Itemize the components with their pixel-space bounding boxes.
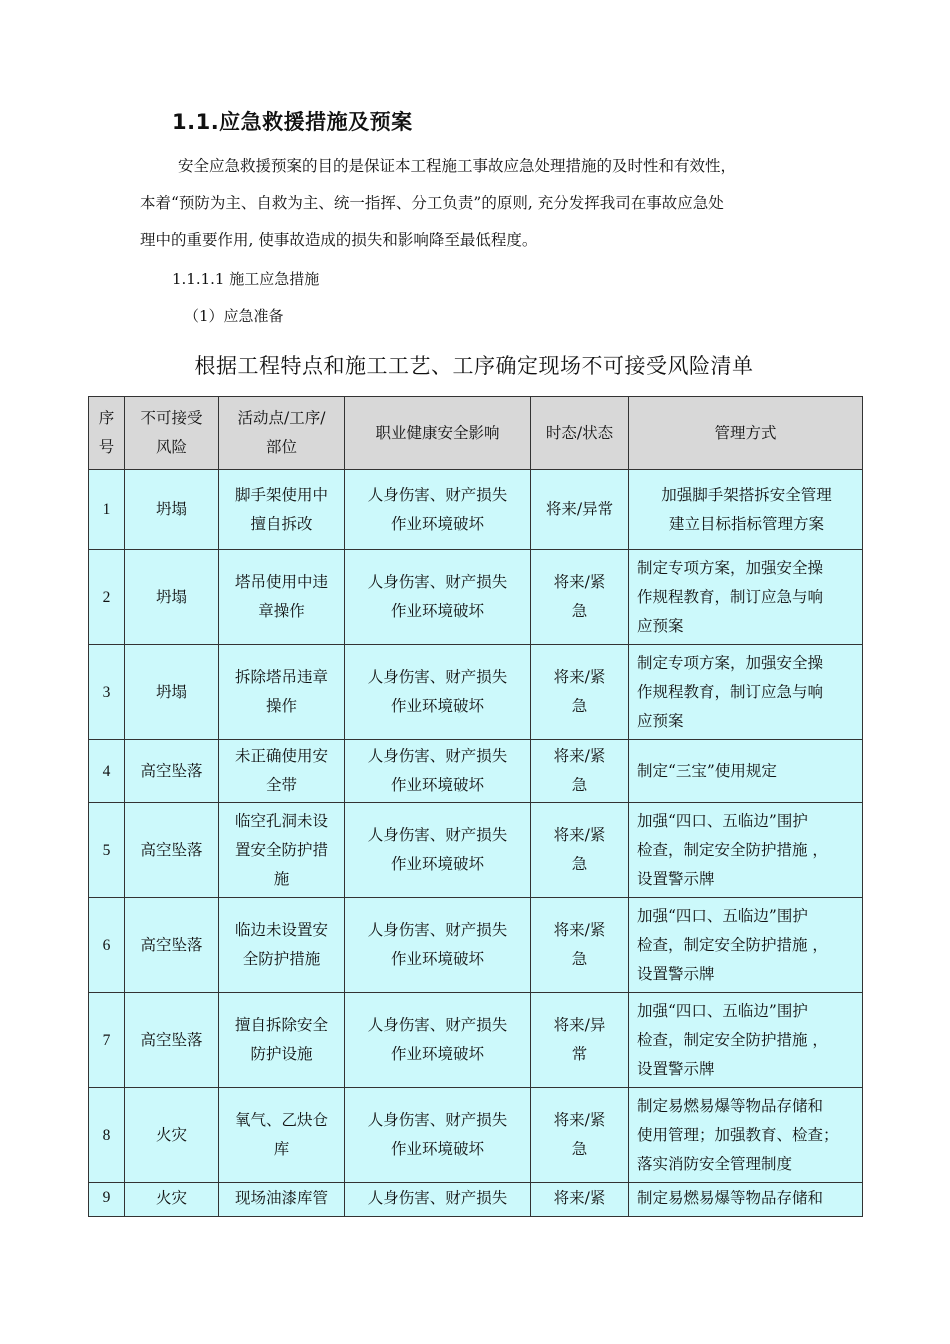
cell-state-line: 将来/紧 <box>553 747 606 765</box>
cell-impact <box>345 803 531 898</box>
cell-management <box>629 740 863 803</box>
cell-seq <box>89 470 125 550</box>
cell-impact <box>345 993 531 1088</box>
cell-activity-line: 临边未设置安 <box>234 921 328 939</box>
cell-state-line: 急 <box>571 697 588 715</box>
cell-activity-line: 未正确使用安 <box>234 747 328 765</box>
cell-risk-line: 高空坠落 <box>140 761 203 780</box>
cell-management <box>629 803 863 898</box>
cell-activity-line: 防护设施 <box>250 1045 313 1063</box>
header-seq: 序 号 <box>89 397 125 470</box>
item-heading: （1）应急准备 <box>184 307 284 325</box>
cell-impact-line: 人身伤害、财产损失 <box>367 826 508 844</box>
cell-impact-line: 作业环境破坏 <box>390 855 484 873</box>
cell-risk <box>125 470 219 550</box>
cell-management-line: 加强脚手架搭拆安全管理 <box>661 485 832 504</box>
cell-risk-line: 火灾 <box>155 1125 187 1144</box>
cell-management <box>629 645 863 740</box>
cell-seq <box>89 550 125 645</box>
cell-impact-line: 人身伤害、财产损失 <box>367 1016 508 1034</box>
table-row <box>89 645 863 740</box>
cell-activity-line: 临空孔洞未设 <box>234 811 328 830</box>
header-state: 时态/状态 <box>531 397 629 470</box>
cell-risk-line: 高空坠落 <box>140 935 203 954</box>
cell-state-line: 急 <box>571 602 588 620</box>
cell-state-line: 急 <box>571 855 588 873</box>
cell-management-line: 作规程教育，制订应急与响 <box>637 682 824 701</box>
cell-seq <box>89 993 125 1088</box>
table-row <box>89 1183 863 1217</box>
cell-management-line: 检查，制定安全防护措施 ， <box>637 1030 828 1049</box>
cell-activity <box>219 898 345 993</box>
cell-risk <box>125 898 219 993</box>
cell-state <box>531 645 629 740</box>
cell-activity <box>219 803 345 898</box>
cell-seq <box>89 1088 125 1183</box>
cell-management-line: 作规程教育，制订应急与响 <box>637 587 824 606</box>
cell-risk <box>125 550 219 645</box>
cell-management-line: 应预案 <box>637 711 684 730</box>
cell-management-line: 设置警示牌 <box>637 1059 715 1078</box>
cell-management <box>629 993 863 1088</box>
cell-management-line: 建立目标指标管理方案 <box>668 514 824 533</box>
cell-impact-line: 作业环境破坏 <box>390 1045 484 1063</box>
cell-management-line: 制定易燃易爆等物品存储和 <box>637 1096 824 1115</box>
cell-management-line: 加强“四口、五临边”围护 <box>637 906 808 925</box>
table-row <box>89 898 863 993</box>
cell-risk <box>125 993 219 1088</box>
cell-impact <box>345 1088 531 1183</box>
cell-management-line: 落实消防安全管理制度 <box>637 1154 793 1173</box>
table-row <box>89 1088 863 1183</box>
cell-management-line: 制定易燃易爆等物品存储和 <box>637 1189 824 1207</box>
cell-impact-line: 人身伤害、财产损失 <box>367 1111 508 1129</box>
cell-impact-line: 人身伤害、财产损失 <box>367 1189 508 1207</box>
cell-state <box>531 1183 629 1217</box>
cell-impact-line: 作业环境破坏 <box>390 776 484 794</box>
cell-impact <box>345 740 531 803</box>
cell-activity-line: 全防护措施 <box>242 950 321 968</box>
cell-impact <box>345 1183 531 1217</box>
cell-management-line: 设置警示牌 <box>637 869 715 888</box>
header-impact: 职业健康安全影响 <box>345 397 531 470</box>
cell-state-line: 将来/异 <box>553 1016 606 1034</box>
cell-seq-line: 9 <box>102 1189 111 1206</box>
cell-risk-line: 坍塌 <box>155 682 187 701</box>
table-header-row <box>89 397 863 470</box>
cell-risk-line: 火灾 <box>155 1189 187 1207</box>
table-row <box>89 550 863 645</box>
cell-activity <box>219 550 345 645</box>
cell-activity <box>219 1183 345 1217</box>
cell-impact-line: 作业环境破坏 <box>390 1140 484 1158</box>
risk-table <box>88 396 863 1217</box>
cell-activity-line: 拆除塔吊违章 <box>234 668 328 686</box>
cell-activity-line: 操作 <box>265 697 297 715</box>
cell-management-line: 使用管理；加强教育、检查； <box>637 1125 839 1144</box>
cell-state-line: 急 <box>571 776 588 794</box>
cell-activity-line: 章操作 <box>258 602 305 620</box>
cell-management <box>629 898 863 993</box>
cell-seq-line: 1 <box>102 501 111 518</box>
cell-seq-line: 2 <box>102 588 111 606</box>
cell-seq <box>89 1183 125 1217</box>
cell-state-line: 将来/紧 <box>553 1111 606 1129</box>
cell-activity-line: 库 <box>273 1140 290 1158</box>
cell-impact-line: 作业环境破坏 <box>390 950 484 968</box>
table-row <box>89 470 863 550</box>
cell-activity-line: 氧气、乙炔仓 <box>234 1111 328 1129</box>
cell-impact <box>345 898 531 993</box>
cell-activity <box>219 740 345 803</box>
cell-risk <box>125 1183 219 1217</box>
cell-management-line: 检查，制定安全防护措施 ， <box>637 935 828 954</box>
cell-state <box>531 993 629 1088</box>
cell-state <box>531 803 629 898</box>
section-title: 1.1.应急救援措施及预案 <box>172 110 413 134</box>
cell-state <box>531 740 629 803</box>
header-risk: 不可接受 风险 <box>125 397 219 470</box>
paragraph-line: 安全应急救援预案的目的是保证本工程施工事故应急处理措施的及时性和有效性， <box>178 157 737 175</box>
table-row <box>89 803 863 898</box>
cell-risk-line: 高空坠落 <box>140 1030 203 1049</box>
cell-seq <box>89 740 125 803</box>
cell-management <box>629 470 863 550</box>
cell-impact-line: 人身伤害、财产损失 <box>367 747 508 765</box>
paragraph-line: 理中的重要作用, 使事故造成的损失和影响降至最低程度。 <box>140 231 538 249</box>
cell-risk-line: 高空坠落 <box>140 840 203 859</box>
cell-impact-line: 作业环境破坏 <box>390 697 484 715</box>
cell-seq <box>89 898 125 993</box>
cell-impact-line: 作业环境破坏 <box>390 602 484 620</box>
cell-seq-line: 7 <box>102 1031 111 1049</box>
cell-state-line: 常 <box>571 1045 588 1063</box>
cell-seq-line: 4 <box>102 762 111 780</box>
cell-seq-line: 3 <box>102 683 111 701</box>
cell-state <box>531 1088 629 1183</box>
cell-impact <box>345 550 531 645</box>
cell-seq <box>89 803 125 898</box>
cell-state <box>531 898 629 993</box>
cell-activity-line: 置安全防护措 <box>234 840 328 859</box>
cell-management-line: 制定“三宝”使用规定 <box>637 761 777 780</box>
risk-table-body <box>89 470 863 1217</box>
cell-impact-line: 人身伤害、财产损失 <box>367 668 508 686</box>
table-row <box>89 993 863 1088</box>
header-activity: 活动点/工序/ 部位 <box>219 397 345 470</box>
cell-activity-line: 擅自拆除安全 <box>234 1016 328 1034</box>
cell-management-line: 应预案 <box>637 616 684 635</box>
cell-state-line: 急 <box>571 950 588 968</box>
cell-state-line: 将来/异常 <box>545 500 614 518</box>
cell-activity-line: 全带 <box>265 776 297 794</box>
cell-state-line: 将来/紧 <box>553 1189 606 1207</box>
cell-management-line: 设置警示牌 <box>637 964 715 983</box>
cell-risk <box>125 645 219 740</box>
cell-activity-line: 现场油漆库管 <box>234 1189 328 1207</box>
cell-activity-line: 脚手架使用中 <box>234 485 328 504</box>
cell-impact <box>345 470 531 550</box>
cell-management <box>629 1183 863 1217</box>
paragraph-line: 本着“预防为主、自救为主、统一指挥、分工负责”的原则, 充分发挥我司在事故应急处 <box>140 194 724 212</box>
intro-paragraph <box>140 148 830 259</box>
cell-state-line: 将来/紧 <box>553 826 606 844</box>
cell-seq-line: 5 <box>102 841 111 859</box>
cell-management-line: 检查，制定安全防护措施 ， <box>637 840 828 859</box>
cell-risk <box>125 1088 219 1183</box>
cell-management <box>629 550 863 645</box>
cell-activity-line: 塔吊使用中违 <box>234 573 328 591</box>
cell-state-line: 将来/紧 <box>553 573 606 591</box>
cell-activity <box>219 993 345 1088</box>
cell-management-line: 加强“四口、五临边”围护 <box>637 811 808 830</box>
cell-seq-line: 6 <box>102 936 111 954</box>
subsection-heading: 1.1.1.1 施工应急措施 <box>172 270 320 288</box>
cell-management-line: 加强“四口、五临边”围护 <box>637 1001 808 1020</box>
cell-management-line: 制定专项方案，加强安全操 <box>637 653 824 672</box>
cell-seq-line: 8 <box>102 1126 111 1144</box>
cell-activity <box>219 1088 345 1183</box>
cell-activity-line: 擅自拆改 <box>250 514 313 533</box>
cell-risk <box>125 740 219 803</box>
cell-management <box>629 1088 863 1183</box>
cell-activity-line: 施 <box>273 869 290 888</box>
cell-risk-line: 坍塌 <box>155 500 187 518</box>
cell-state-line: 将来/紧 <box>553 921 606 939</box>
cell-impact-line: 人身伤害、财产损失 <box>367 485 508 504</box>
cell-impact-line: 人身伤害、财产损失 <box>367 921 508 939</box>
cell-impact-line: 人身伤害、财产损失 <box>367 573 508 591</box>
cell-state <box>531 470 629 550</box>
header-management: 管理方式 <box>629 397 863 470</box>
cell-state-line: 将来/紧 <box>553 668 606 686</box>
cell-seq <box>89 645 125 740</box>
cell-management-line: 制定专项方案，加强安全操 <box>637 558 824 577</box>
cell-impact-line: 作业环境破坏 <box>390 514 484 533</box>
cell-impact <box>345 645 531 740</box>
cell-activity <box>219 470 345 550</box>
cell-state-line: 急 <box>571 1140 588 1158</box>
table-title: 根据工程特点和施工工艺、工序确定现场不可接受风险清单 <box>194 354 754 378</box>
cell-risk <box>125 803 219 898</box>
table-row <box>89 740 863 803</box>
cell-state <box>531 550 629 645</box>
cell-risk-line: 坍塌 <box>155 587 187 606</box>
cell-activity <box>219 645 345 740</box>
